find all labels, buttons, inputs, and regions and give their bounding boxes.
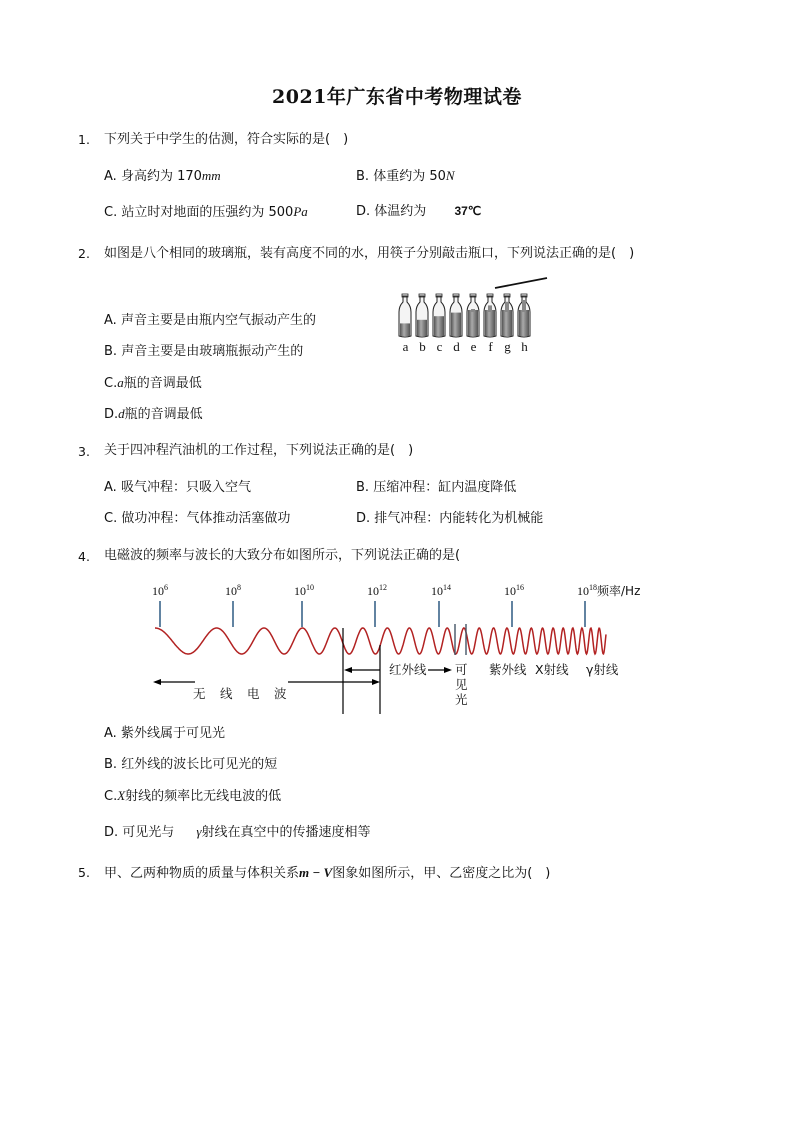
question-2-number: 2. [78,246,90,261]
page-title: 2021年广东省中考物理试卷 [272,86,522,108]
freq-tick-label: $10^{12}$ [367,583,387,598]
bottle-label-h: h [521,339,528,354]
bottle-icon [484,294,496,337]
option-text: 站立时对地面的压强约为 500 [121,205,294,220]
q1-option-d[interactable] [356,205,481,218]
freq-tick-label: $10^{10}$ [294,583,314,598]
freq-tick-label: $10^{14}$ [431,583,451,598]
option-label: A. [104,313,117,328]
bottle-icon [399,294,411,337]
option-text: 排气冲程：内能转化为机械能 [374,511,544,526]
bottle-label-b: b [419,339,426,354]
option-text: 做功冲程：气体推动活塞做功 [121,511,291,526]
label-ultraviolet: 紫外线 [489,662,527,677]
q1-option-b[interactable] [356,169,455,183]
freq-tick-label: $10^{18}$ [577,583,597,598]
label-gamma: γ射线 [586,662,619,677]
option-label: B. [356,169,370,184]
bottle-label-f: f [488,339,493,354]
label-visible-2: 见 [455,677,468,692]
bottle-label-c: c [436,339,443,354]
question-1-number: 1. [78,132,90,147]
q1-option-c[interactable] [104,205,308,219]
bottle-icon [518,294,530,337]
label-visible-3: 光 [455,692,468,707]
option-var: a [117,375,124,390]
option-text: 声音主要是由瓶内空气振动产生的 [120,313,316,328]
option-text: 吸气冲程：只吸入空气 [120,480,251,495]
arrow-right-icon [372,679,380,685]
option-label: D. [356,204,371,219]
option-label: D. [104,407,119,422]
freq-tick-label: $10^6$ [152,583,168,598]
option-var: d [118,406,125,421]
bottle-label-d: d [453,339,460,354]
chopstick-icon [495,278,547,288]
label-visible-1: 可 [455,662,468,677]
arrow-left-icon [153,679,161,685]
q4-option-b[interactable] [104,758,277,771]
q4-option-d[interactable] [104,825,370,839]
axis-label-frequency: 频率/Hz [597,584,641,598]
option-label: D. [356,511,371,526]
freq-tick-label: $10^{16}$ [504,583,524,598]
option-label: B. [104,344,118,359]
option-label: C. [104,511,118,526]
arrow-left-icon [344,667,352,673]
option-text: 紫外线属于可见光 [120,726,225,741]
option-unit: Pa [293,204,308,219]
option-text: 身高约为 170 [120,169,202,184]
option-label: A. [104,726,117,741]
question-3-number: 3. [78,444,90,459]
stem-math: m − V [299,865,333,880]
option-text: 瓶的音调最低 [124,407,203,422]
q3-option-c[interactable] [104,512,290,525]
arrow-right-icon [444,667,452,673]
q3-option-d[interactable] [356,512,543,525]
label-infrared: 红外线 [389,662,427,677]
option-label: A. [104,169,117,184]
bottle-icon [501,294,513,337]
option-var: X [117,788,126,803]
label-radio-waves: 无 线 电 波 [193,686,288,701]
option-label: C. [104,376,118,391]
q2-option-c[interactable] [104,376,202,390]
bottle-label-e: e [470,339,477,354]
question-2-stem: 如图是八个相同的玻璃瓶，装有高度不同的水，用筷子分别敲击瓶口，下列说法正确的是( ) [104,246,635,261]
bottle-icon [416,294,428,337]
option-unit: mm [201,168,221,183]
question-5-stem [104,866,550,880]
option-value: 37℃ [454,204,482,218]
question-5-number: 5. [78,865,90,880]
option-label: A. [104,480,117,495]
option-text: 压缩冲程：缸内温度降低 [373,480,517,495]
bottle-label-a: a [402,339,409,354]
q3-option-a[interactable] [104,481,251,494]
option-text: 声音主要是由玻璃瓶振动产生的 [121,344,304,359]
option-text: 红外线的波长比可见光的短 [121,757,278,772]
question-4-stem: 电磁波的频率与波长的大致分布如图所示，下列说法正确的是( [104,548,461,563]
q2-option-a[interactable] [104,314,316,327]
bottle-label-g: g [504,339,511,354]
q1-option-a[interactable] [104,169,221,183]
option-label: B. [104,757,118,772]
q2-option-b[interactable] [104,345,303,358]
q4-option-a[interactable] [104,727,225,740]
stem-text-2: 图象如图所示，甲、乙密度之比为( ) [332,866,551,881]
option-label: C. [104,205,118,220]
question-3-stem: 关于四冲程汽油机的工作过程，下列说法正确的是( ) [104,443,414,458]
option-label: C. [104,789,118,804]
option-text-2: 射线在真空中的传播速度相等 [201,825,371,840]
bottle-icon [433,294,445,337]
option-label: B. [356,480,370,495]
bottle-icon [467,294,479,337]
bottle-labels [397,340,533,353]
freq-tick-label: $10^8$ [225,583,241,598]
option-text: 瓶的音调最低 [123,376,202,391]
option-text: 可见光与 [122,825,175,840]
bottle-icon [450,294,462,337]
option-text: 体重约为 50 [373,169,446,184]
label-xray: X射线 [535,662,569,677]
q2-option-d[interactable] [104,407,203,421]
option-text: 体温约为 [374,204,427,219]
option-text: 射线的频率比无线电波的低 [125,789,282,804]
stem-text: 甲、乙两种物质的质量与体积关系 [104,866,300,881]
option-label: D. [104,825,119,840]
q3-option-b[interactable] [356,481,516,494]
option-unit: N [445,168,455,183]
q4-option-c[interactable] [104,789,281,803]
question-1-stem: 下列关于中学生的估测，符合实际的是( ) [104,132,349,147]
question-4-number: 4. [78,549,90,564]
option-var: γ [196,824,202,839]
